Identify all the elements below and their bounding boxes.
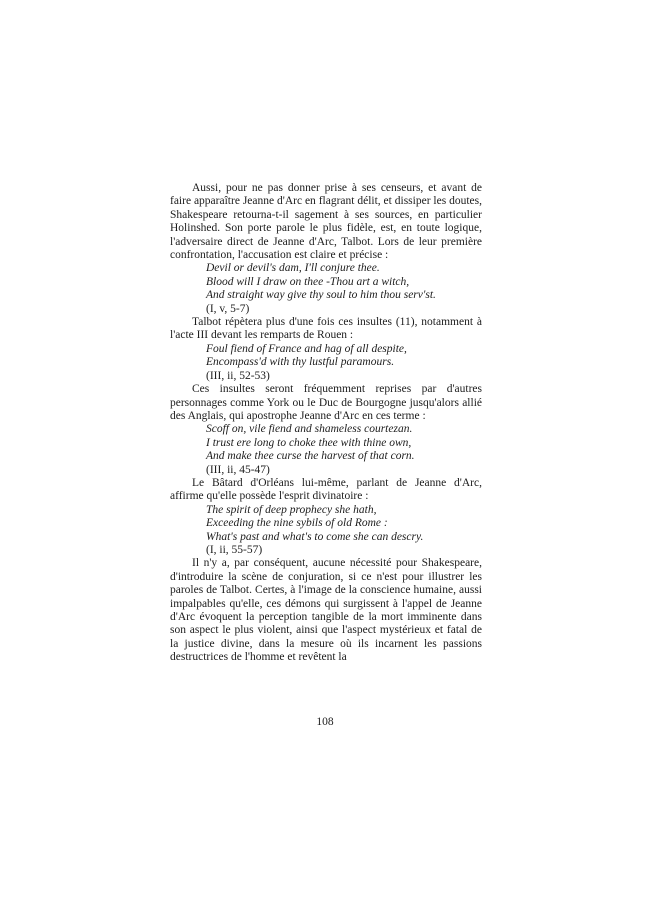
verse-line: Devil or devil's dam, I'll conjure thee.	[206, 262, 380, 275]
verse-line: I trust ere long to choke thee with thine own,	[206, 436, 412, 449]
verse-line: What's past and what's to come she can descry.	[206, 530, 424, 543]
page-number: 108	[316, 716, 334, 728]
verse-quote-prophecy	[170, 504, 482, 558]
citation-reference: (III, ii, 52-53)	[206, 369, 270, 382]
verse-line: The spirit of deep prophecy she hath,	[206, 503, 377, 516]
verse-line: Blood will I draw on thee -Thou art a witch,	[206, 275, 410, 288]
paragraph-talbot-insults: Talbot répètera plus d'une fois ces insultes (11), notamment à l'acte III devant les remparts de Rouen :	[170, 316, 482, 342]
verse-line: And straight way give thy soul to him thou serv'st.	[206, 289, 436, 302]
verse-quote-burgundy	[170, 423, 482, 477]
verse-quote-rouen	[170, 343, 482, 383]
citation-reference: (III, ii, 45-47)	[206, 463, 270, 476]
verse-line: Foul fiend of France and hag of all despite,	[206, 342, 407, 355]
citation-reference: (I, v, 5-7)	[206, 302, 250, 315]
verse-line: And make thee curse the harvest of that corn.	[206, 450, 415, 463]
paragraph-batard-orleans: Le Bâtard d'Orléans lui-même, parlant de Jeanne d'Arc, affirme qu'elle possède l'esprit divinatoire :	[170, 476, 482, 503]
verse-line: Scoff on, vile fiend and shameless courtezan.	[206, 423, 413, 436]
verse-quote-talbot	[170, 262, 482, 316]
paragraph-intro: Aussi, pour ne pas donner prise à ses censeurs, et avant de faire apparaître Jeanne d'Arc en flagrant délit, et dissiper les doutes, Shakespeare retourna-t-il sagement à ses sources, en particulier Holinshed. Son porte parole le plus fidèle, est, en toute logique, l'adversaire direct de Jeanne d'Arc, Talbot. Lors de leur première confrontation, l'accusation est claire et précise :	[170, 182, 482, 262]
citation-reference: (I, ii, 55-57)	[206, 543, 263, 556]
paragraph-other-characters: Ces insultes seront fréquemment reprises par d'autres personnages comme York ou le Duc de Bourgogne jusqu'alors allié des Anglais, qui apostrophe Jeanne d'Arc en ces terme :	[170, 383, 482, 422]
verse-line: Encompass'd with thy lustful paramours.	[206, 356, 395, 369]
text-body	[170, 182, 482, 665]
verse-line: Exceeding the nine sybils of old Rome :	[206, 517, 388, 530]
paragraph-conclusion: Il n'y a, par conséquent, aucune nécessité pour Shakespeare, d'introduire la scène de conjuration, si ce n'est pour illustrer les paroles de Talbot. Certes, à l'image de la conscience humaine, aussi impalpables qu'elle, ces démons qui surgissent à l'appel de Jeanne d'Arc évoquent la perception tangible de la mort imminente dans son aspect le plus violent, ainsi que l'aspect mystérieux et fatal de la justice divine, dans la mesure où ils incarnent les passions destructrices de l'homme et revêtent la	[170, 557, 482, 664]
